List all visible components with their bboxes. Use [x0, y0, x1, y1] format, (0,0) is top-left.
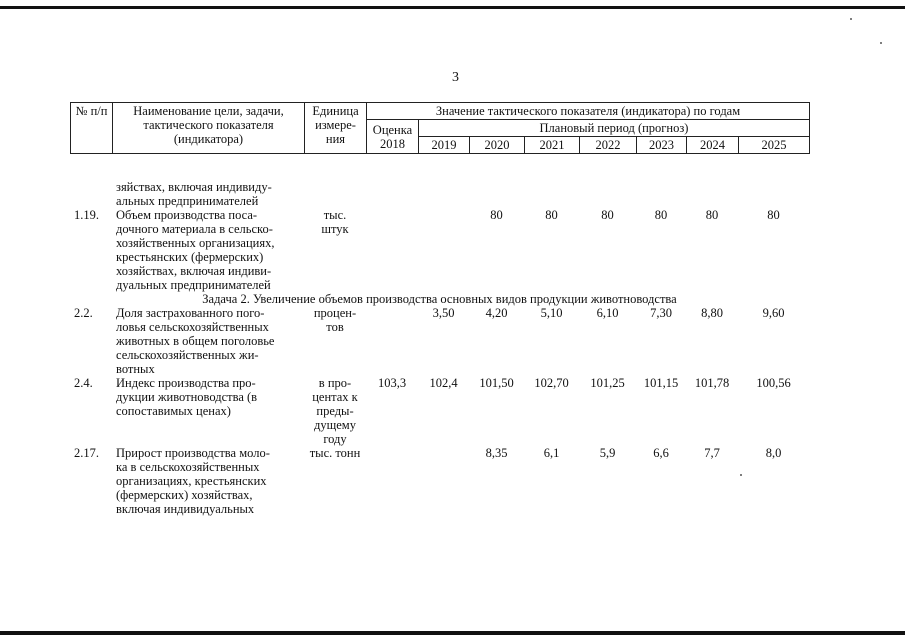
value-cell: 5,10 — [540, 306, 563, 320]
indicator-name-line: крестьянских (фермерских) — [116, 250, 264, 264]
unit-line: дущему — [314, 418, 356, 432]
value-cell: 9,60 — [762, 306, 785, 320]
indicator-name-line: дукции животноводства (в — [116, 390, 258, 404]
value-cell: 8,80 — [701, 306, 723, 320]
value-cell: 80 — [601, 208, 614, 222]
value-cell: 101,78 — [694, 376, 730, 390]
indicator-table-header — [70, 102, 810, 154]
value-cell: 3,50 — [432, 306, 455, 320]
value-cell: 5,9 — [599, 446, 616, 460]
value-cell: 102,4 — [429, 376, 458, 390]
indicator-name — [116, 306, 304, 376]
row-number: 2.2. — [74, 306, 93, 320]
continuation-text — [116, 180, 304, 208]
unit-line: центах к — [312, 390, 358, 404]
header-year: 2019 — [419, 137, 470, 154]
value-cell: 100,56 — [756, 376, 791, 390]
unit-line: в про- — [318, 376, 352, 390]
indicator-name-line: дочного материала в сельско- — [116, 222, 273, 236]
header-indicator-name: Наименование цели, задачи, тактического показателя (индикатора) — [113, 103, 305, 154]
value-cell: 6,10 — [596, 306, 619, 320]
indicator-name-line: хозяйствах, включая индиви- — [116, 264, 272, 278]
value-cell: 6,6 — [653, 446, 669, 460]
value-cell: 101,50 — [479, 376, 514, 390]
scan-border-top — [0, 6, 905, 9]
unit-of-measure — [306, 208, 364, 236]
indicator-name-line: хозяйственных организациях, — [116, 236, 275, 250]
header-number: № п/п — [71, 103, 113, 154]
value-cell: 80 — [705, 208, 719, 222]
value-cell: 4,20 — [485, 306, 508, 320]
indicator-name — [116, 376, 304, 418]
header-unit: Единица измере-ния — [305, 103, 367, 154]
scan-speck — [850, 18, 852, 20]
unit-line: году — [323, 432, 347, 446]
value-cell: 8,0 — [765, 446, 782, 460]
indicator-name-line: вотных — [116, 362, 155, 376]
indicator-name-line: Доля застрахованного пого- — [116, 306, 265, 320]
row-number: 2.4. — [74, 376, 93, 390]
task-heading: Задача 2. Увеличение объемов производства основных видов продукции животноводства — [202, 292, 677, 306]
indicator-name-line: (фермерских) хозяйствах, — [116, 488, 253, 502]
indicator-name-line: ка в сельскохозяйственных — [116, 460, 260, 474]
value-cell: 7,7 — [704, 446, 720, 460]
unit-line: преды- — [316, 404, 354, 418]
header-year: 2020 — [470, 137, 525, 154]
unit-line: тыс. — [323, 208, 347, 222]
page-number: 3 — [452, 70, 459, 85]
header-plan-period: Плановый период (прогноз) — [419, 120, 810, 137]
indicator-name-line: организациях, крестьянских — [116, 474, 267, 488]
header-year: 2021 — [525, 137, 580, 154]
value-cell: 7,30 — [650, 306, 672, 320]
value-cell: 101,15 — [643, 376, 679, 390]
scan-speck — [880, 42, 882, 44]
value-cell: 80 — [654, 208, 668, 222]
value-cell: 101,25 — [590, 376, 625, 390]
value-cell: 80 — [767, 208, 780, 222]
header-values-title: Значение тактического показателя (индикатора) по годам — [367, 103, 810, 120]
continuation-line: альных предпринимателей — [116, 194, 259, 208]
value-cell: 102,70 — [534, 376, 569, 390]
header-year: 2023 — [637, 137, 687, 154]
indicator-name-line: Объем производства поса- — [116, 208, 258, 222]
unit-of-measure — [306, 446, 364, 460]
indicator-name — [116, 208, 304, 292]
unit-of-measure — [306, 376, 364, 446]
indicator-name-line: сельскохозяйственных жи- — [116, 348, 259, 362]
unit-line: штук — [321, 222, 349, 236]
indicator-name-line: включая индивидуальных — [116, 502, 255, 516]
header-year: 2022 — [580, 137, 637, 154]
value-cell: 8,35 — [485, 446, 508, 460]
indicator-name-line: ловья сельскохозяйственных — [116, 320, 269, 334]
indicator-name-line: сопоставимых ценах) — [116, 404, 231, 418]
unit-line: тыс. тонн — [309, 446, 361, 460]
indicator-name-line: животных в общем поголовье — [116, 334, 275, 348]
unit-line: тов — [326, 320, 344, 334]
header-estimate: Оценка 2018 — [367, 120, 419, 154]
indicator-name-line: Прирост производства моло- — [116, 446, 270, 460]
row-number: 1.19. — [74, 208, 99, 222]
row-number: 2.17. — [74, 446, 99, 460]
unit-of-measure — [306, 306, 364, 334]
indicator-name — [116, 446, 304, 516]
value-cell: 6,1 — [543, 446, 560, 460]
scan-speck — [740, 474, 742, 476]
value-cell: 80 — [545, 208, 558, 222]
indicator-name-line: Индекс производства про- — [116, 376, 256, 390]
unit-line: процен- — [313, 306, 357, 320]
header-year: 2025 — [739, 137, 810, 154]
value-cell: 103,3 — [377, 376, 407, 390]
header-year: 2024 — [687, 137, 739, 154]
scan-border-bottom — [0, 631, 905, 635]
indicator-name-line: дуальных предпринимателей — [116, 278, 271, 292]
value-cell: 80 — [490, 208, 503, 222]
continuation-line: зяйствах, включая индивиду- — [116, 180, 272, 194]
